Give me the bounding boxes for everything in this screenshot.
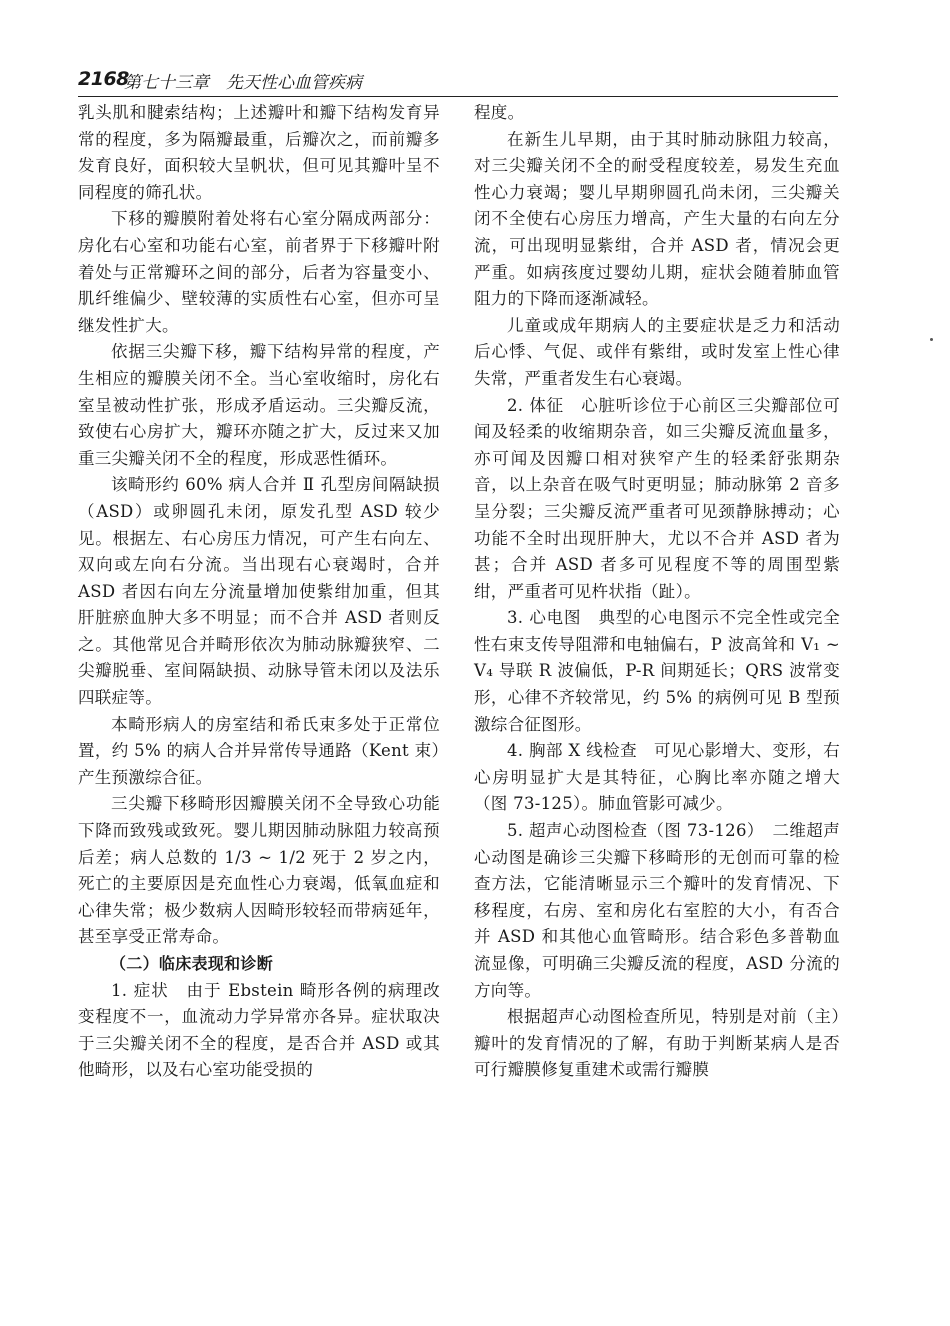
paragraph: 2. 体征 心脏听诊位于心前区三尖瓣部位可闻及轻柔的收缩期杂音，如三尖瓣反流血量多，亦可闻及因瓣口相对狭窄产生的轻柔舒张期杂音，以上杂音在吸气时更明显；肺动脉第 2 音多呈分裂；三尖瓣反流严重者可见颈静脉搏动；心功能不全时出现肝肿大，尤以不合并 ASD 者为甚；合并 ASD 者多可见程度不等的周围型紫绀，严重者可见杵状指（趾）。 — [474, 395, 840, 601]
paragraph: 下移的瓣膜附着处将右心室分隔成两部分：房化右心室和功能右心室，前者界于下移瓣叶附着处与正常瓣环之间的部分，后者为容量变小、肌纤维偏少、壁较薄的实质性右心室，但亦可呈继发性扩大。 — [78, 209, 440, 335]
right-column — [474, 100, 840, 1084]
page-number: 2168 — [78, 68, 129, 90]
section-heading: （二）临床表现和诊断 — [110, 954, 274, 973]
paragraph: 3. 心电图 典型的心电图示不完全性或完全性右束支传导阻滞和电轴偏右，P 波高耸和 V₁ ~ V₄ 导联 R 波偏低，P-R 间期延长；QRS 波常变形，心律不齐较常见，约 5% 的病例可见 B 型预激综合征图形。 — [474, 608, 840, 734]
paragraph: 4. 胸部 X 线检查 可见心影增大、变形，右心房明显扩大是其特征，心胸比率亦随之增大（图 73-125）。肺血管影可减少。 — [474, 741, 840, 814]
paragraph: 三尖瓣下移畸形因瓣膜关闭不全导致心功能下降而致残或致死。婴儿期因肺动脉阻力较高预后差；病人总数的 1/3 ~ 1/2 死于 2 岁之内，死亡的主要原因是充血性心力衰竭，低氧血症和心律失常；极少数病人因畸形较轻而带病延年，甚至享受正常寿命。 — [78, 794, 440, 947]
chapter-title: 第七十三章 先天性心血管疾病 — [124, 73, 362, 93]
paragraph: 1. 症状 由于 Ebstein 畸形各例的病理改变程度不一，血流动力学异常亦各异。症状取决于三尖瓣关闭不全的程度，是否合并 ASD 或其他畸形，以及右心室功能受损的 — [78, 980, 440, 1080]
paragraph: 该畸形约 60% 病人合并 Ⅱ 孔型房间隔缺损（ASD）或卵圆孔未闭，原发孔型 ASD 较少见。根据左、右心房压力情况，可产生右向左、双向或左向右分流。当出现右心衰竭时，合并 ASD 者因右向左分流量增加使紫绀加重，但其肝脏瘀血肿大多不明显；而不合并 ASD 者则反之。其他常见合并畸形依次为肺动脉瓣狭窄、二尖瓣脱垂、室间隔缺损、动脉导管未闭以及法乐四联症等。 — [78, 475, 440, 708]
paragraph: 儿童或成年期病人的主要症状是乏力和活动后心悸、气促、或伴有紫绀，或时发室上性心律失常，严重者发生右心衰竭。 — [474, 315, 840, 388]
running-header — [78, 62, 838, 97]
scan-speck — [930, 338, 933, 341]
paragraph: 乳头肌和腱索结构；上述瓣叶和瓣下结构发育异常的程度，多为隔瓣最重，后瓣次之，而前瓣多发育良好，面积较大呈帆状，但可见其瓣叶呈不同程度的筛孔状。 — [78, 103, 440, 202]
paragraph: 在新生儿早期，由于其时肺动脉阻力较高，对三尖瓣关闭不全的耐受程度较差，易发生充血性心力衰竭；婴儿早期卵圆孔尚未闭，三尖瓣关闭不全使右心房压力增高，产生大量的右向左分流，可出现明显紫绀，合并 ASD 者，情况会更严重。如病孩度过婴幼儿期，症状会随着肺血管阻力的下降而逐渐减轻。 — [474, 129, 840, 309]
paragraph: 依据三尖瓣下移，瓣下结构异常的程度，产生相应的瓣膜关闭不全。当心室收缩时，房化右室呈被动性扩张，形成矛盾运动。三尖瓣反流，致使右心房扩大，瓣环亦随之扩大，反过来又加重三尖瓣关闭不全的程度，形成恶性循环。 — [78, 342, 440, 468]
left-column — [78, 100, 440, 1084]
paragraph: 5. 超声心动图检查（图 73-126） 二维超声心动图是确诊三尖瓣下移畸形的无创而可靠的检查方法，它能清晰显示三个瓣叶的发育情况、下移程度，右房、室和房化右室腔的大小，有否合并 ASD 和其他心血管畸形。结合彩色多普勒血流显像，可明确三尖瓣反流的程度，ASD 分流的方向等。 — [474, 821, 840, 1000]
paragraph: 程度。 — [474, 103, 525, 122]
paragraph: 根据超声心动图检查所见，特别是对前（主）瓣叶的发育情况的了解，有助于判断某病人是否可行瓣膜修复重建术或需行瓣膜 — [474, 1007, 840, 1080]
paragraph: 本畸形病人的房室结和希氏束多处于正常位置，约 5% 的病人合并异常传导通路（Kent 束）产生预激综合征。 — [78, 714, 440, 787]
